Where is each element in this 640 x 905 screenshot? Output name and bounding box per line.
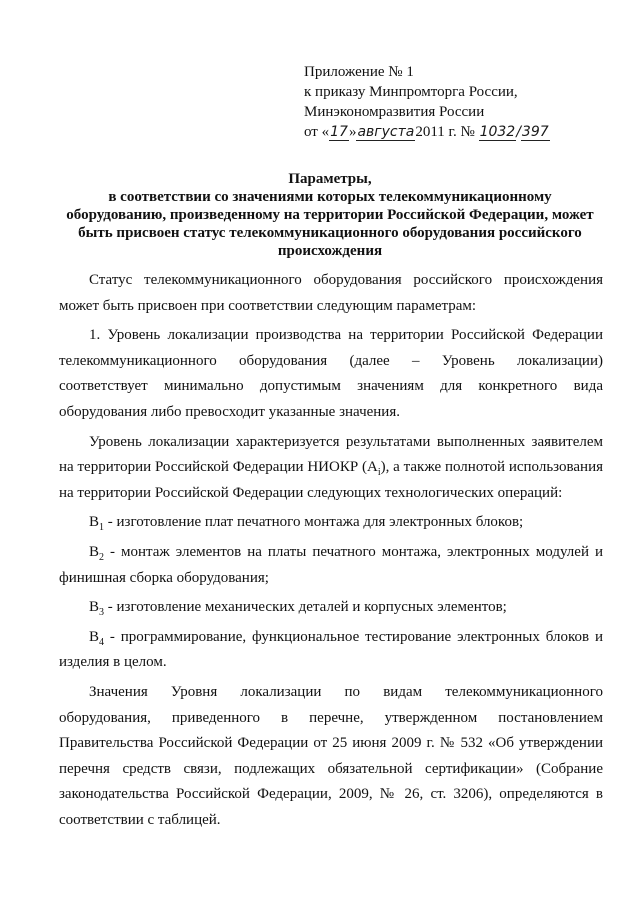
text-line: 1. Уровень локализации производства на территории Российской Федерации [89, 327, 603, 344]
text-line [59, 510, 603, 536]
document-title [60, 170, 600, 260]
text-line: Значения Уровня локализации по видам телекоммуникационного [89, 683, 603, 700]
subscript: 2 [99, 551, 105, 563]
paragraph-localization-level [59, 323, 603, 425]
list-item-b3 [59, 595, 603, 621]
document-body [59, 268, 603, 833]
list-item-b1 [59, 510, 603, 536]
text-line: финишная сборка оборудования; [59, 569, 269, 586]
item-text: - изготовление плат печатного монтажа для электронных блоков; [104, 514, 524, 531]
text-line [59, 455, 603, 481]
text-line: соответствии с таблицей. [59, 811, 221, 828]
text-fragment: на территории Российской Федерации НИОКР (A [59, 459, 378, 476]
paragraph-characteristics [59, 430, 603, 507]
item-text: - изготовление механических деталей и корпусных элементов; [104, 599, 507, 616]
text-line [59, 625, 603, 651]
subscript: 3 [99, 607, 105, 619]
text-line [59, 595, 603, 621]
text-line: на территории Российской Федерации следующих технологических операций: [59, 484, 563, 501]
text-line: может быть присвоен при соответствии следующим параметрам: [59, 297, 477, 314]
date-quote: » [348, 124, 357, 140]
title-line-3: оборудованию, произведенному на территории Российской Федерации, может [66, 207, 594, 223]
text-line: телекоммуникационного оборудования (далее – Уровень локализации) [59, 352, 603, 369]
handwritten-order-number: 1032 [479, 124, 516, 140]
subscript: i [377, 467, 381, 479]
item-letter: B [89, 599, 100, 616]
title-line-4: быть присвоен статус телекоммуникационного оборудования российского [78, 225, 582, 241]
title-line-5: происхождения [277, 243, 383, 259]
title-line-2: в соответствии со значениями которых телекоммуникационному [108, 189, 552, 205]
title-line-1: Параметры, [288, 171, 372, 187]
text-line: оборудования, приведенного в перечне, утвержденном постановлением [59, 709, 603, 726]
text-line: изделия в целом. [59, 654, 167, 671]
appendix-order-ref: к приказу Минпромторга России, [304, 84, 518, 100]
handwritten-month: августа [357, 124, 415, 140]
item-letter: B [89, 628, 100, 645]
paragraph-values [59, 680, 603, 834]
text-line: законодательства Российской Федерации, 2009, № 26, ст. 3206), определяются в [59, 786, 603, 803]
item-text: - программирование, функциональное тестирование электронных блоков и [104, 628, 603, 645]
text-fragment: ), а также полнотой использования [380, 459, 603, 476]
list-item-b2 [59, 540, 603, 591]
subscript: 1 [99, 522, 105, 534]
date-prefix: от « [304, 124, 330, 140]
text-line: Статус телекоммуникационного оборудования российского происхождения [89, 272, 603, 288]
list-item-b4 [59, 625, 603, 676]
item-letter: B [89, 514, 100, 531]
text-line [59, 540, 603, 566]
appendix-date-line [304, 122, 604, 142]
appendix-number: Приложение № 1 [304, 64, 414, 80]
order-separator: / [516, 124, 521, 140]
text-line: оборудования либо превосходит указанные значения. [59, 403, 400, 420]
text-line: Уровень локализации характеризуется результатами выполненных заявителем [89, 433, 603, 450]
subscript: 4 [99, 636, 105, 648]
paragraph-status [59, 268, 603, 319]
date-year: 2011 г. № [415, 124, 475, 140]
appendix-ministry: Минэкономразвития России [304, 104, 485, 120]
appendix-header [304, 62, 604, 142]
item-letter: B [89, 543, 100, 560]
text-line: Правительства Российской Федерации от 25 июня 2009 г. № 532 «Об утверждении [59, 735, 603, 752]
handwritten-order-number-2: 397 [521, 124, 549, 140]
text-line: перечня средств связи, подлежащих обязательной сертификации» (Собрание [59, 760, 603, 777]
text-line: соответствует минимально допустимым значениям для конкретного вида [59, 378, 603, 395]
item-text: - монтаж элементов на платы печатного монтажа, электронных модулей и [104, 543, 603, 560]
handwritten-day: 17 [330, 124, 348, 140]
